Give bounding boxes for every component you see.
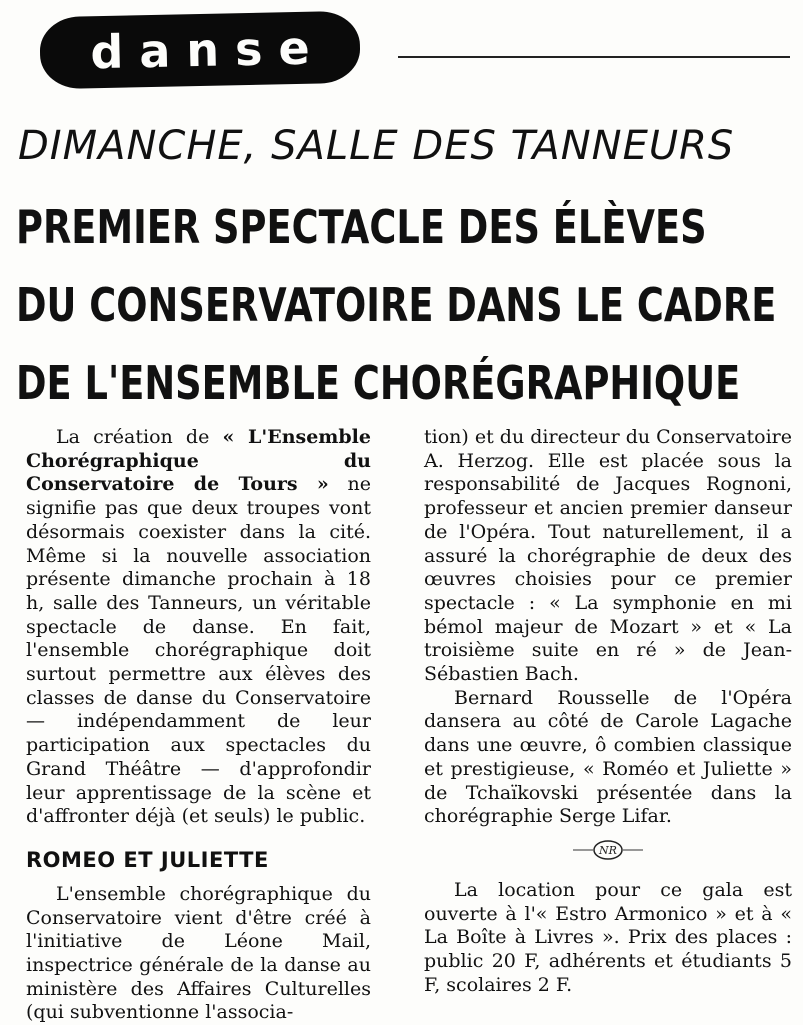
article-column-left: [26, 426, 371, 1025]
headline-line-2: DU CONSERVATOIRE DANS LE CADRE: [16, 278, 777, 332]
article-paragraph-1: [26, 426, 371, 829]
article-column-right: [424, 426, 792, 997]
ornament-initials: NR: [599, 843, 617, 857]
headline-line-3: DE L'ENSEMBLE CHORÉGRAPHIQUE: [16, 356, 741, 410]
article-paragraph-3: Bernard Rousselle de l'Opéra dansera au côté de Carole Lagache dans une œuvre, ô combien classique et prestigieuse, « Roméo et Juliette » de Tchaïkovski présentée dans la chorégraphie Serge Lifar.: [424, 686, 792, 828]
section-label: danse: [89, 20, 327, 80]
subheading: ROMEO ET JULIETTE: [26, 847, 269, 872]
article-paragraph-2: L'ensemble chorégraphique du Conservatoire vient d'être créé à l'initiative de Léone Mail, inspectrice générale de la danse au ministère des Affaires Culturelles (qui subventionne l'associa-: [26, 882, 371, 1024]
ornament-icon: [573, 839, 643, 861]
headline-line-1: PREMIER SPECTACLE DES ÉLÈVES: [16, 200, 707, 254]
kicker: DIMANCHE, SALLE DES TANNEURS: [18, 123, 735, 169]
header-rule: [398, 56, 790, 58]
article-paragraph-2-continued: tion) et du directeur du Conservatoire A. Herzog. Elle est placée sous la responsabilité de Jacques Rognoni, professeur et ancien premier danseur de l'Opéra. Tout naturellement, il a assuré la chorégraphie de deux des œuvres choisies pour ce premier spectacle : « La symphonie en mi bémol majeur de Mozart » et « La troisième suite en ré » de Jean-Sébastien Bach.: [424, 426, 792, 686]
headline: [16, 188, 777, 422]
ensemble-name: « L'Ensemble Chorégraphique du Conservatoire de Tours »: [26, 426, 371, 496]
article-paragraph-4: La location pour ce gala est ouverte à l'« Estro Armonico » et à « La Boîte à Livres ». Prix des places : public 20 F, adhérents et étudiants 5 F, scolaires 2 F.: [424, 878, 792, 996]
paragraph-1-rest: ne signifie pas que deux troupes vont désormais coexister dans la cité. Même si la nouvelle association présente dimanche prochain à 18 h, salle des Tanneurs, un véritable spectacle de danse. En fait, l'ensemble chorégraphique doit surtout permettre aux élèves des classes de danse du Conservatoire — indépendamment de leur participation aux spectacles du Grand Théâtre — d'approfondir leur apprentissage de la scène et d'affronter déjà (et seuls) le public.: [26, 473, 371, 828]
ornament: [424, 839, 792, 861]
paragraph-1-lead: La création de: [56, 426, 223, 448]
section-badge: [39, 11, 360, 90]
